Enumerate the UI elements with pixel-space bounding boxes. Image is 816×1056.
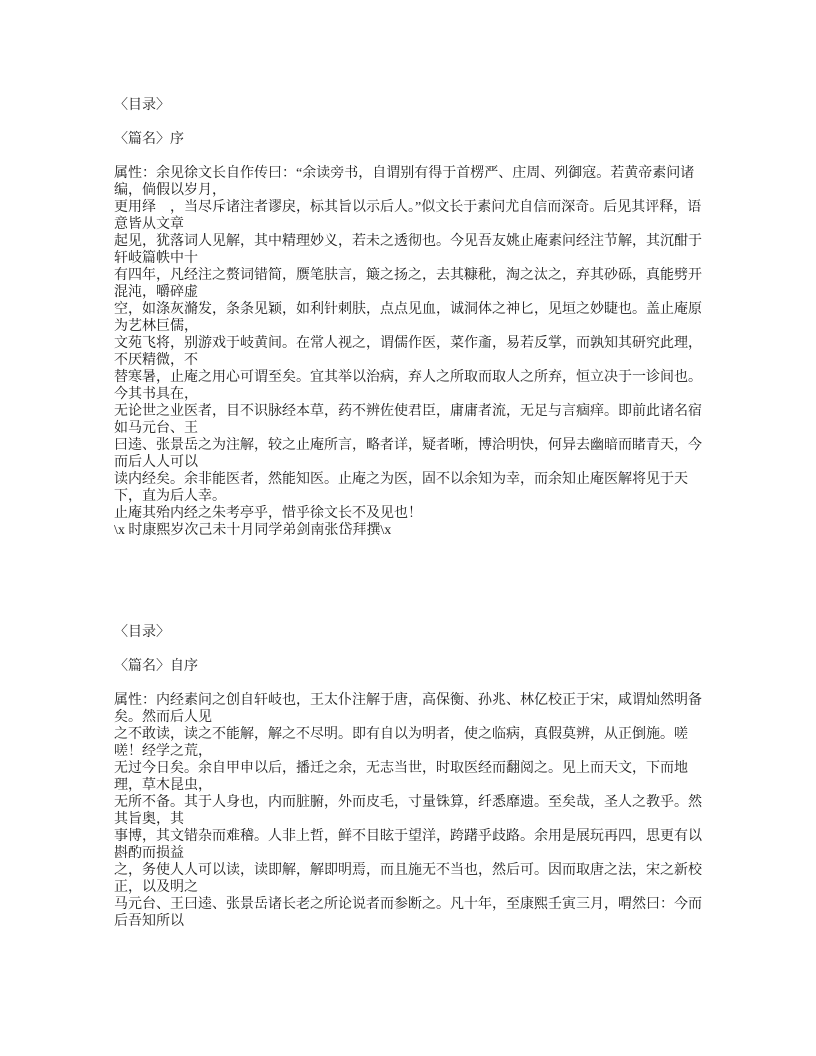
text-line: 更用绎 ，当尽斥诸注者谬戾，标其旨以示后人。”似文长于素问尤自信而深奇。后见其评释，语意皆从文章 (114, 200, 702, 232)
text-line: 之，务使人人可以读，读即解，解即明焉，而且施无不当也，然后可。因而取唐之法，宋之新校正，以及明之 (114, 863, 702, 895)
text-line: 属性：内经素问之创自轩岐也，王太仆注解于唐，高保衡、孙兆、林亿校正于宋，咸谓灿然明备矣。然而后人见 (114, 693, 702, 725)
text-line: 无所不备。其于人身也，内而脏腑，外而皮毛，寸量铢算，纤悉靡遗。至矣哉，圣人之教乎。然其旨奥，其 (114, 795, 702, 827)
text-line: 马元台、王曰逵、张景岳诸长老之所论说者而参断之。凡十年，至康熙壬寅三月，喟然曰：今而后吾知所以 (114, 897, 702, 929)
document-body (114, 97, 706, 930)
paragraph (114, 165, 706, 539)
text-line: 曰逵、张景岳之为注解，较之止庵所言，略者详，疑者晰，博洽明快，何异去幽暗而睹青天，今而后人人可以 (114, 438, 702, 470)
text-line: 止庵其殆内经之朱考亭乎，惜乎徐文长不及见也！ (114, 506, 422, 521)
text-line: 属性：余见徐文长自作传曰：“余读旁书，自谓别有得于首楞严、庄周、列御寇。若黄帝素问诸编，倘假以岁月， (114, 166, 695, 198)
text-line: 起见，犹落词人见解，其中精理妙义，若未之透彻也。今见吾友姚止庵素问经注节解，其沉酣于轩岐篇帙中十 (114, 234, 702, 266)
section-self-preface (114, 624, 706, 930)
section-title: 〈篇名〉序 (114, 132, 184, 147)
section-title: 〈篇名〉自序 (114, 659, 198, 674)
text-line: 读内经矣。余非能医者，然能知医。止庵之为医，固不以余知为幸，而余知止庵医解将见于天下，直为后人幸。 (114, 472, 688, 504)
text-line: 替寒暑，止庵之用心可谓至矣。宜其举以治病，弃人之所取而取人之所弃，恒立决于一诊间也。今其书具在， (114, 370, 702, 402)
paragraph (114, 692, 706, 930)
text-line: 事博，其文错杂而难稽。人非上哲，鲜不目眩于望洋，跨躇乎歧路。余用是展玩再四，思更有以斟酌而损益 (114, 829, 702, 861)
text-line-signature: \x 时康熙岁次己未十月同学弟剑南张岱拜撰\x (114, 523, 392, 538)
toc-marker: 〈目录〉 (114, 98, 170, 113)
toc-marker: 〈目录〉 (114, 625, 170, 640)
text-line: 无论世之业医者，目不识脉经本草，药不辨佐使君臣，庸庸者流，无足与言痼痒。即前此诸名宿如马元台、王 (114, 404, 702, 436)
section-preface (114, 97, 706, 539)
text-line: 无过今日矣。余自甲申以后，播迁之余，无志当世，时取医经而翻阅之。见上而天文，下而地理，草木昆虫， (114, 761, 688, 793)
text-line: 文苑飞将，别游戏于岐黄间。在常人视之，谓儒作医，菜作齑，易若反掌，而孰知其研究此理，不厌精微，不 (114, 336, 702, 368)
text-line: 有四年，凡经注之赘词错简，赝笔肤言，簸之扬之，去其糠秕，淘之汰之，弃其砂砾，真能劈开混沌，嚼碎虚 (114, 268, 702, 300)
text-line: 之不敢读，读之不能解，解之不尽明。即有自以为明者，使之临病，真假莫辨，从正倒施。嗟嗟！经学之荒， (114, 727, 688, 759)
text-line: 空，如涤灰滫发，条条见颖，如利针刺肤，点点见血，诚洞体之神匕，见垣之妙睫也。盖止庵原为艺林巨儒， (114, 302, 702, 334)
